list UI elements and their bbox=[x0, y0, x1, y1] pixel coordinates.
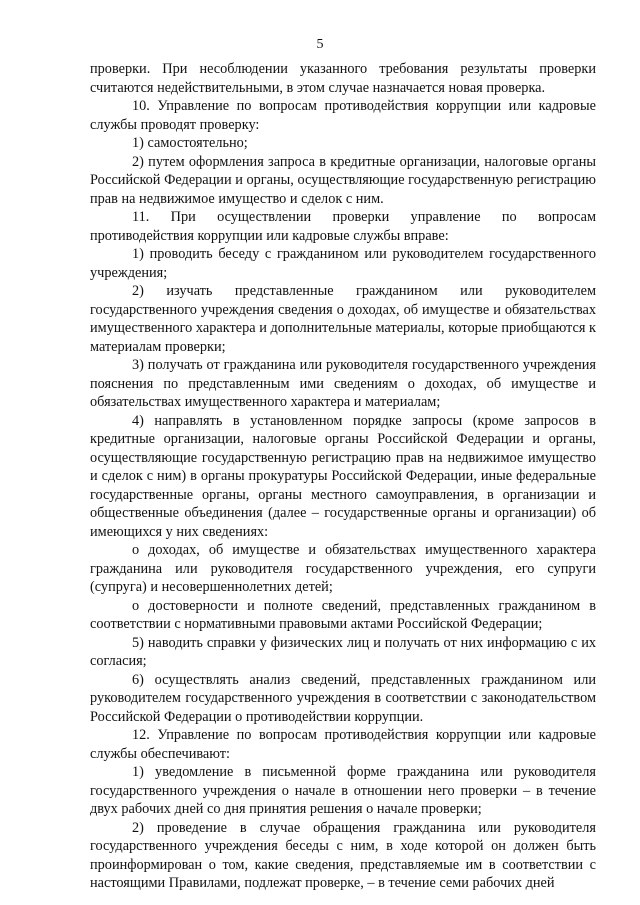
paragraph-item-11: 11. При осуществлении проверки управление по вопросам противодействия коррупции или кадровые службы вправе: bbox=[90, 209, 596, 244]
paragraph-11-4-a: о доходах, об имуществе и обязательствах имущественного характера гражданина или руководителя государственного учреждения, его супруги (супруга) и несовершеннолетних детей; bbox=[90, 542, 596, 595]
document-body bbox=[90, 60, 596, 893]
paragraph-continuation: проверки. При несоблюдении указанного требования результаты проверки считаются недействительными, в этом случае назначается новая проверка. bbox=[90, 61, 596, 96]
paragraph-item-12: 12. Управление по вопросам противодействия коррупции или кадровые службы обеспечивают: bbox=[90, 727, 596, 762]
paragraph-11-4-b: о достоверности и полноте сведений, представленных гражданином в соответствии с нормативными правовыми актами Российской Федерации; bbox=[90, 597, 596, 632]
paragraph-10-2: 2) путем оформления запроса в кредитные организации, налоговые органы Российской Федерации и органы, осуществляющие государственную регистрацию прав на недвижимое имущество и сделок с ним. bbox=[90, 153, 596, 207]
paragraph-11-1: 1) проводить беседу с гражданином или руководителем государственного учреждения; bbox=[90, 246, 596, 281]
paragraph-11-6: 6) осуществлять анализ сведений, представленных гражданином или руководителем государственного учреждения в соответствии с законодательством Российской Федерации о противодействии коррупции. bbox=[90, 671, 596, 725]
page-number: 5 bbox=[316, 37, 324, 52]
paragraph-item-10: 10. Управление по вопросам противодействия коррупции или кадровые службы проводят проверку: bbox=[90, 98, 596, 133]
paragraph-11-4: 4) направлять в установленном порядке запросы (кроме запросов в кредитные организации, налоговые органы Российской Федерации и органы, осуществляющие государственную регистрацию прав на недвижимое имущество и сделок с ним) в органы прокуратуры Российской Федерации, иные федеральные государственные органы, органы местного самоуправления, в организации и общественные объединения (далее – государственные органы и организации) об имеющихся у них сведениях: bbox=[90, 412, 596, 540]
paragraph-11-5: 5) наводить справки у физических лиц и получать от них информацию с их согласия; bbox=[90, 634, 596, 669]
paragraph-12-1: 1) уведомление в письменной форме гражданина или руководителя государственного учреждения о начале в отношении него проверки – в течение двух рабочих дней со дня принятия решения о начале проверки; bbox=[90, 764, 596, 817]
paragraph-11-2: 2) изучать представленные гражданином или руководителем государственного учреждения сведения о доходах, об имуществе и обязательствах имущественного характера и дополнительные материалы, которые приобщаются к материалам проверки; bbox=[90, 283, 596, 355]
paragraph-10-1: 1) самостоятельно; bbox=[132, 135, 248, 151]
paragraph-11-3: 3) получать от гражданина или руководителя государственного учреждения пояснения по представленным ими сведениям о доходах, об имуществе и обязательствах имущественного характера и материалам; bbox=[90, 357, 596, 410]
paragraph-12-2: 2) проведение в случае обращения гражданина или руководителя государственного учреждения беседы с ним, в ходе которой он должен быть проинформирован о том, какие сведения, представляемые им в соответствии с настоящими Правилами, подлежат проверке, – в течение семи рабочих дней bbox=[90, 819, 596, 891]
